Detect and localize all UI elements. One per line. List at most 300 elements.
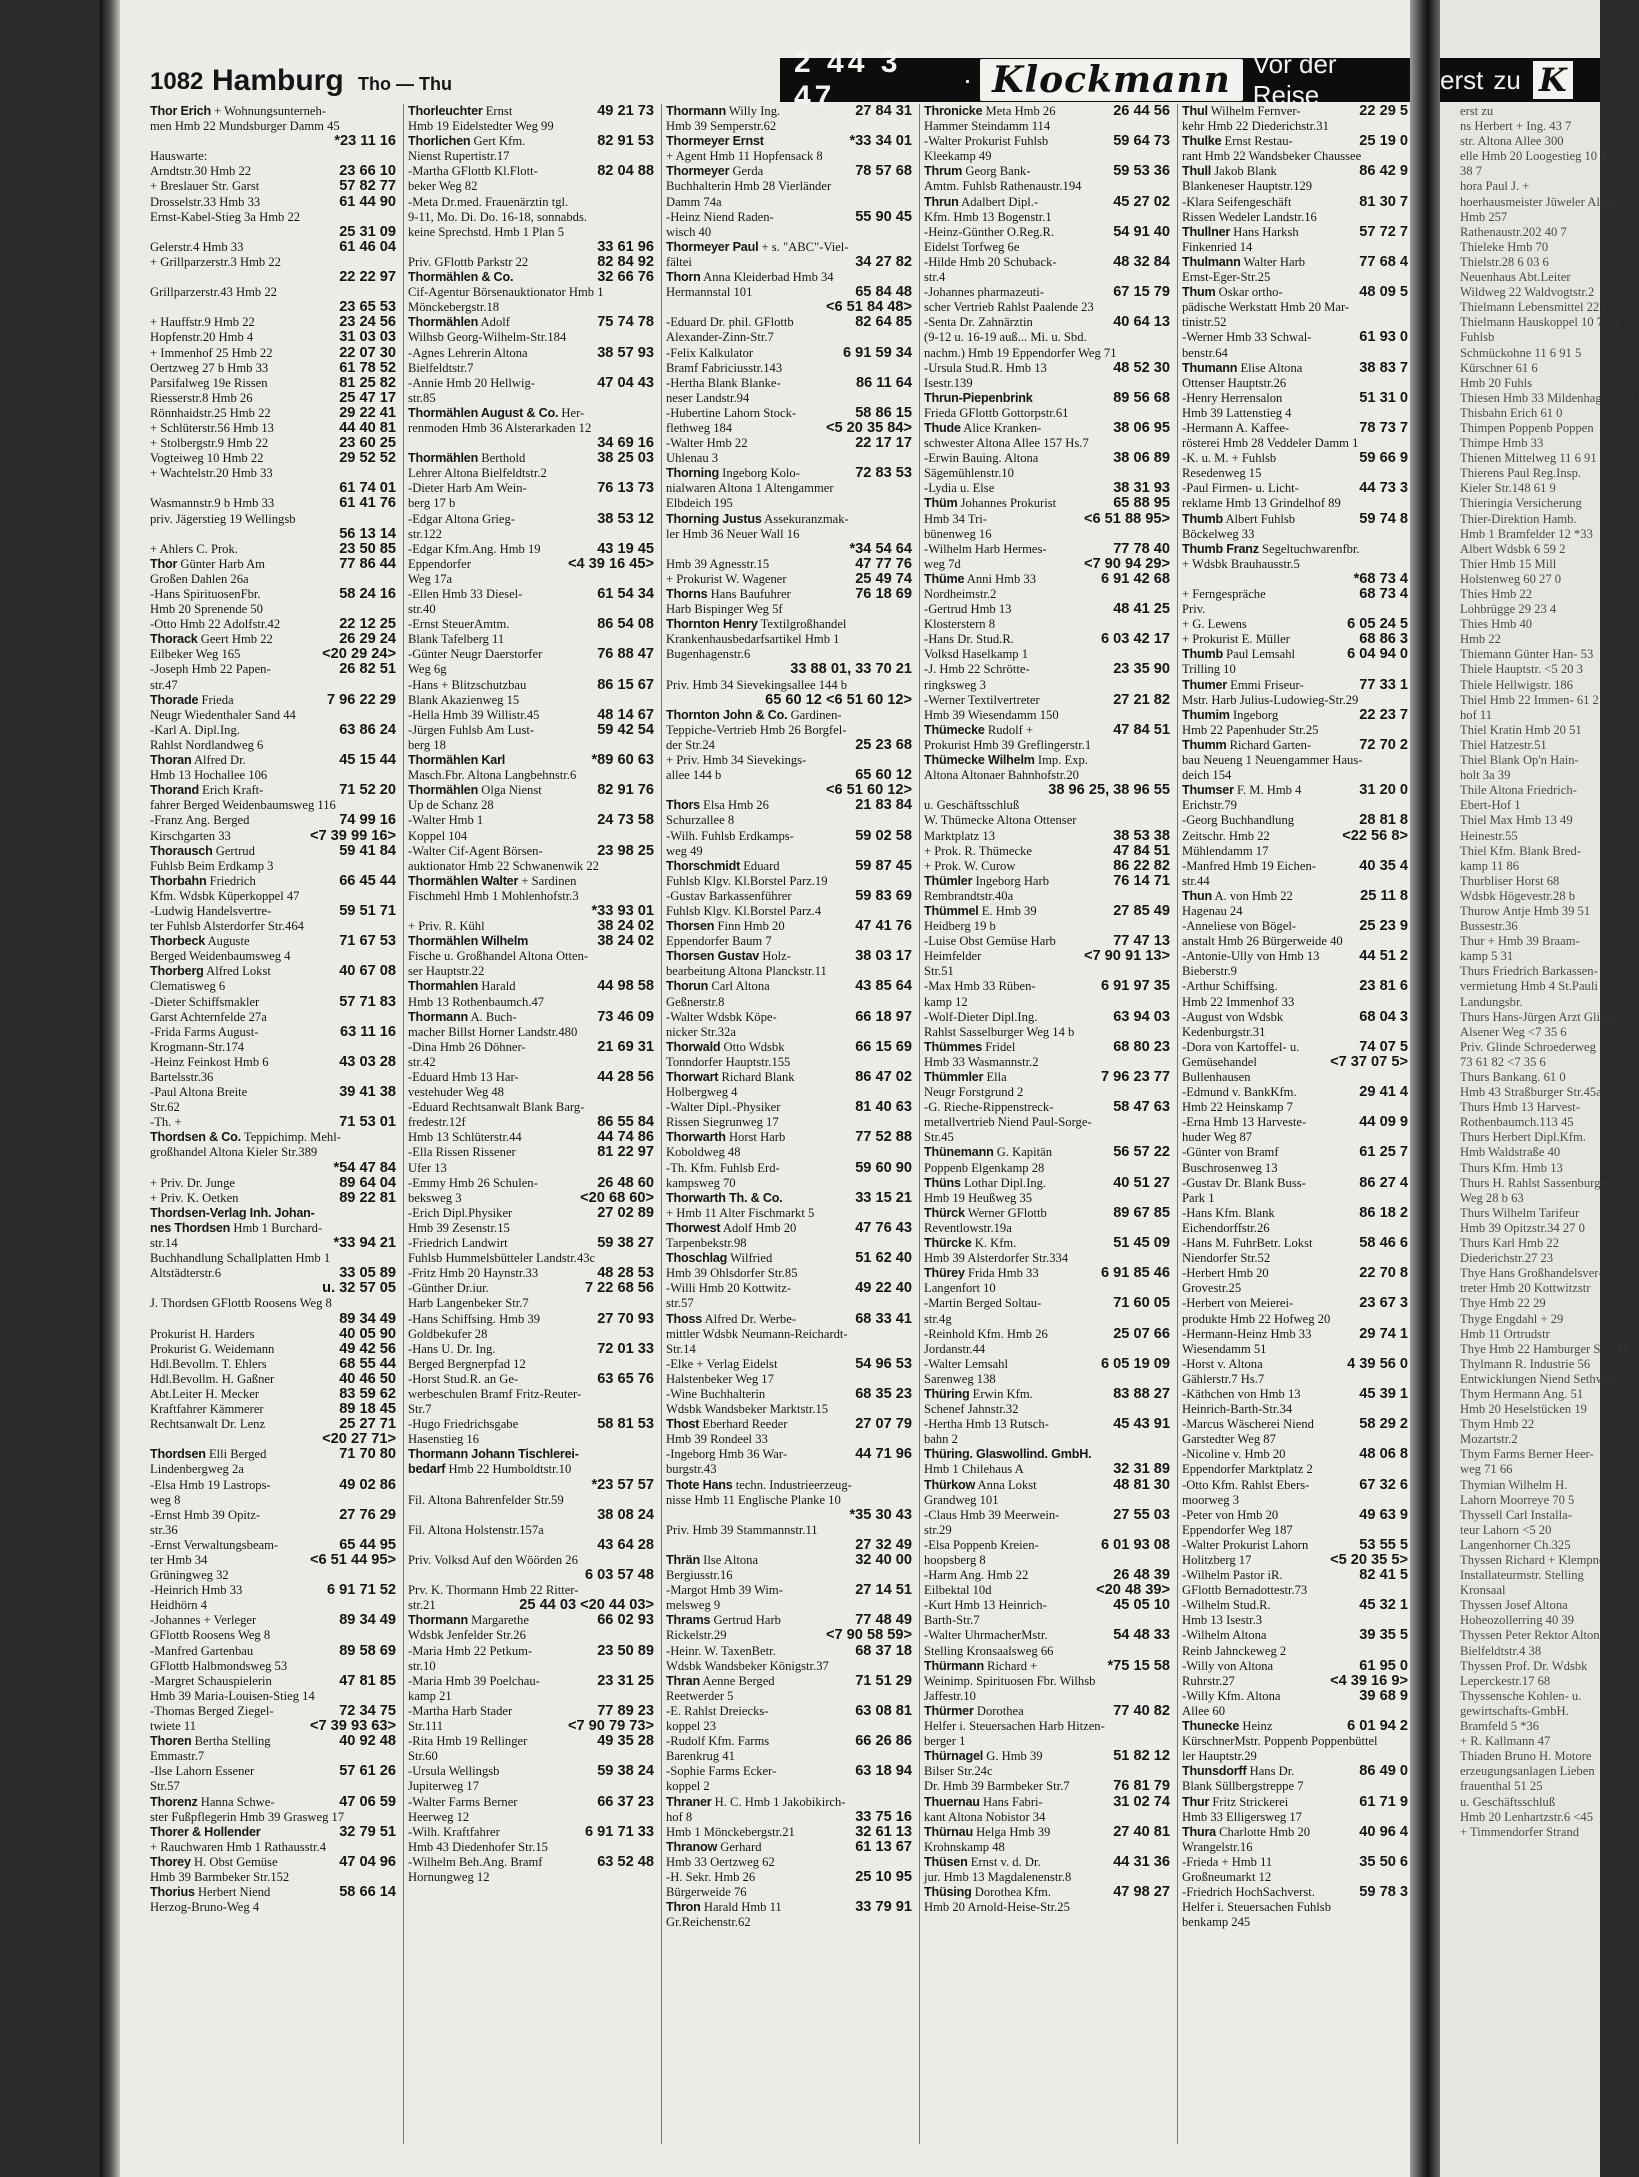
- entry-details: Eichendorffstr.26: [1182, 1220, 1270, 1235]
- directory-entry: [150, 1115, 396, 1130]
- entry-details: -August von Wdsbk: [1182, 1009, 1284, 1024]
- directory-entry: [150, 708, 396, 723]
- entry-details: str.4: [924, 270, 946, 285]
- entry-text: [924, 1236, 1110, 1251]
- directory-entry: [408, 1115, 654, 1130]
- entry-text: [408, 723, 594, 738]
- entry-details: -Ernst Verwaltungsbeam-: [150, 1537, 279, 1552]
- directory-entry: [150, 1387, 396, 1402]
- entry-text: [1182, 1779, 1408, 1794]
- entry-surname: Thoss: [666, 1311, 703, 1326]
- entry-details: -Maria Hmb 22 Petkum-: [408, 1643, 533, 1658]
- facing-page-line: gewirtschafts-GmbH.: [1460, 1703, 1569, 1718]
- entry-details: Wdsbk Wandsbeker Königstr.37: [666, 1658, 829, 1673]
- directory-entry: [924, 1613, 1170, 1628]
- entry-text: [150, 1387, 336, 1402]
- directory-entry: [924, 1221, 1170, 1236]
- entry-text: [924, 1689, 1170, 1704]
- entry-text: [666, 210, 852, 225]
- directory-column-1: [150, 104, 396, 2164]
- entry-details: Richard Blank: [721, 1070, 795, 1084]
- entry-phone-number: 72 34 75: [339, 1702, 396, 1719]
- entry-text: [666, 527, 912, 542]
- facing-page-line: Thyssensche Kohlen- u.: [1460, 1688, 1582, 1703]
- entry-text: [1182, 1462, 1408, 1477]
- entry-details: -Meta Dr.med. Frauenärztin tgl.: [408, 194, 569, 209]
- entry-details: Ingeborg: [1232, 707, 1279, 722]
- entry-text: [666, 738, 852, 753]
- entry-details: Otto Wdsbk: [723, 1039, 785, 1054]
- directory-entry: [1182, 1221, 1408, 1236]
- entry-text: [408, 346, 594, 361]
- entry-details: -Peter von Hmb 20: [1182, 1507, 1279, 1522]
- entry-surname: Thunsdorff: [1182, 1764, 1247, 1779]
- entry-phone-number: 38 53 12: [597, 510, 654, 527]
- entry-text: [150, 1523, 396, 1538]
- entry-details: Grovestr.25: [1182, 1281, 1242, 1296]
- entry-details: mittler Wdsbk Neumann-Reichardt-: [666, 1326, 848, 1341]
- entry-text: [924, 904, 1110, 919]
- facing-page-line: frauenthal 51 25: [1460, 1779, 1543, 1794]
- directory-entry: [666, 1402, 912, 1417]
- entry-details: Rembrandtstr.40a: [924, 888, 1014, 903]
- entry-details: nachm.) Hmb 19 Eppendorfer Weg 71: [924, 345, 1117, 360]
- entry-phone-number: 58 29 2: [1359, 1416, 1408, 1433]
- entry-surname: Thormählen Karl: [408, 753, 506, 768]
- column-divider: [1177, 104, 1178, 2144]
- entry-details: Reetwerder 5: [666, 1688, 734, 1703]
- facing-page-line: Thyssen Peter Rektor Altona: [1460, 1628, 1606, 1643]
- directory-entry: [924, 1342, 1170, 1357]
- entry-text: [924, 240, 1170, 255]
- entry-phone-number: 86 42 9: [1359, 163, 1408, 180]
- entry-phone-number: <6 51 60 12>: [825, 782, 912, 799]
- entry-phone-number: 86 54 08: [597, 616, 654, 633]
- entry-text: [150, 919, 396, 934]
- directory-entry: [150, 1100, 396, 1115]
- entry-details: Hmb 1 Burchard-: [233, 1220, 323, 1235]
- entry-details: -Hubertine Lahorn Stock-: [666, 405, 797, 420]
- directory-entry: [666, 1583, 912, 1598]
- entry-phone-number: 33 75 16: [855, 1808, 912, 1825]
- entry-details: Werner GFlottb: [967, 1205, 1047, 1220]
- entry-text: [924, 481, 1110, 496]
- directory-entry: [150, 1070, 396, 1085]
- entry-surname: Thoran: [150, 753, 192, 768]
- directory-entry: [150, 602, 396, 617]
- directory-entry: [408, 1613, 654, 1628]
- directory-entry: [408, 1719, 654, 1734]
- entry-text: [150, 1538, 336, 1553]
- directory-entry: [150, 1613, 396, 1628]
- entry-text: [666, 149, 912, 164]
- entry-phone-number: 59 78 3: [1359, 1884, 1408, 1901]
- entry-text: [666, 1236, 912, 1251]
- entry-details: -Edgar Altona Grieg-: [408, 511, 516, 526]
- directory-entry: [1182, 270, 1408, 285]
- directory-entry: [150, 527, 396, 542]
- entry-details: -Hans Dr. Stud.R.: [924, 632, 1014, 647]
- facing-page-line: ns Herbert + Ing. 43 7: [1460, 119, 1572, 134]
- facing-page-line: Thiel Hatzestr.51: [1460, 737, 1547, 752]
- entry-text: [924, 1432, 1170, 1447]
- entry-details: -Wilhelm Pastor iR.: [1182, 1568, 1283, 1583]
- directory-entry: [408, 451, 654, 466]
- directory-entry: [666, 376, 912, 391]
- entry-details: großhandel Altona Kieler Str.389: [150, 1145, 318, 1160]
- entry-surname: Thumm: [1182, 737, 1227, 752]
- entry-text: [150, 1795, 336, 1810]
- directory-entry: [408, 813, 654, 828]
- entry-details: Buschrosenweg 13: [1182, 1160, 1278, 1175]
- entry-text: [1182, 1357, 1344, 1372]
- entry-text: [924, 391, 1110, 406]
- entry-details: A. Buch-: [470, 1009, 517, 1024]
- entry-details: 9-11, Mo. Di. Do. 16-18, sonnabds.: [408, 209, 587, 224]
- entry-text: [924, 1010, 1110, 1025]
- directory-entry: [150, 874, 396, 889]
- directory-entry: [666, 632, 912, 647]
- directory-entry: [1182, 904, 1408, 919]
- entry-details: Gertrud Harb: [713, 1613, 781, 1628]
- entry-phone-number: <20 29 24>: [322, 646, 396, 663]
- entry-details: Bieberstr.9: [1182, 964, 1237, 979]
- directory-entry: [408, 798, 654, 813]
- directory-entry: [666, 1674, 912, 1689]
- entry-text: [924, 1508, 1110, 1523]
- directory-entry: [150, 255, 396, 270]
- entry-text: [150, 1266, 336, 1281]
- entry-phone-number: 76 18 69: [855, 586, 912, 602]
- entry-phone-number: 40 92 48: [339, 1733, 396, 1750]
- entry-text: [408, 255, 594, 270]
- entry-text: [150, 451, 336, 466]
- entry-text: [666, 1145, 912, 1160]
- facing-page-line: Thyssen Prof. Dr. Wdsbk: [1460, 1658, 1588, 1673]
- entry-surname: Thürnau: [924, 1824, 973, 1839]
- entry-text: [666, 632, 912, 647]
- entry-phone-number: 71 67 53: [339, 933, 396, 950]
- entry-text: [924, 572, 1098, 587]
- entry-details: Gerhard: [720, 1839, 762, 1854]
- directory-entry: [150, 662, 396, 677]
- entry-phone-number: 59 41 84: [339, 842, 396, 859]
- entry-text: [408, 134, 594, 149]
- entry-phone-number: <7 90 58 59>: [825, 1627, 912, 1644]
- entry-phone-number: 6 91 42 68: [1101, 570, 1170, 587]
- directory-entry: [408, 1357, 654, 1372]
- entry-phone-number: 44 40 81: [339, 419, 396, 436]
- entry-text: [1182, 1312, 1408, 1327]
- entry-text: [1182, 1145, 1356, 1160]
- entry-phone-number: 66 37 23: [597, 1793, 654, 1810]
- entry-details: Blank Tafelberg 11: [408, 632, 505, 647]
- facing-page-line: Thurs Kfm. Hmb 13: [1460, 1160, 1563, 1175]
- directory-entry: [408, 829, 654, 844]
- directory-entry: [924, 662, 1170, 677]
- entry-phone-number: 89 18 45: [339, 1401, 396, 1418]
- entry-text: [1182, 1432, 1408, 1447]
- facing-page-line: Wildweg 22 Waldvogtstr.2: [1460, 285, 1595, 300]
- directory-entry: [1182, 1462, 1408, 1477]
- entry-phone-number: 77 40 82: [1113, 1702, 1170, 1719]
- directory-entry: [408, 1553, 654, 1568]
- directory-entry: [408, 1644, 654, 1659]
- entry-text: [1182, 164, 1356, 179]
- entry-details: Geert Hmb 22: [200, 632, 273, 647]
- entry-details: Berged Bergnerpfad 12: [408, 1356, 526, 1371]
- directory-entry: [924, 1130, 1170, 1145]
- directory-entry: [924, 798, 1170, 813]
- directory-entry: [666, 134, 912, 149]
- entry-details: ster Fußpflegerin Hmb 39 Grasweg 17: [150, 1809, 345, 1824]
- entry-text: [150, 1055, 336, 1070]
- entry-details: produkte Hmb 22 Hofweg 20: [1182, 1311, 1331, 1326]
- facing-page-line: Thurs Friedrich Barkassen-: [1460, 964, 1598, 979]
- entry-phone-number: 58 81 53: [597, 1416, 654, 1433]
- entry-details: Priv. GFlottb Parkstr 22: [408, 254, 529, 269]
- entry-text: [150, 195, 336, 210]
- entry-details: pädische Werkstatt Hmb 20 Mar-: [1182, 300, 1350, 315]
- entry-details: Bielfeldtstr.7: [408, 360, 474, 375]
- entry-text: [924, 1704, 1110, 1719]
- entry-phone-number: 82 64 85: [855, 314, 912, 331]
- entry-text: [666, 1115, 912, 1130]
- entry-text: [666, 1659, 912, 1674]
- entry-text: [924, 164, 1110, 179]
- entry-text: [1182, 768, 1408, 783]
- entry-details: -Rita Hmb 19 Rellinger: [408, 1734, 528, 1749]
- directory-entry: [150, 798, 396, 813]
- entry-text: [408, 1115, 594, 1130]
- directory-entry: [150, 346, 396, 361]
- entry-details: Mönckebergstr.18: [408, 300, 500, 315]
- entry-text: [1182, 813, 1356, 828]
- entry-details: Elli Berged: [208, 1447, 267, 1462]
- entry-text: [150, 1764, 336, 1779]
- entry-details: Ingeborg Kolo-: [722, 466, 800, 481]
- entry-phone-number: 29 22 41: [339, 404, 396, 421]
- entry-text: [1182, 1764, 1356, 1779]
- entry-details: Uhlenau 3: [666, 451, 719, 466]
- directory-entry: [408, 1040, 654, 1055]
- entry-details: Priv.: [1182, 602, 1206, 617]
- entry-text: [150, 1478, 336, 1493]
- entry-details: Schenef Jahnstr.32: [924, 1402, 1019, 1417]
- entry-details: Hmb 34 Tri-: [924, 511, 987, 526]
- entry-details: + Prok. W. Curow: [924, 858, 1016, 873]
- directory-entry: [1182, 919, 1408, 934]
- directory-entry: [924, 949, 1170, 964]
- directory-entry: [150, 315, 396, 330]
- directory-entry: [150, 1296, 396, 1311]
- directory-entry: [924, 240, 1170, 255]
- entry-surname: Thude: [924, 420, 961, 435]
- entry-text: [666, 1402, 912, 1417]
- entry-details: Sarenweg 138: [924, 1371, 996, 1386]
- entry-text: [666, 104, 852, 119]
- entry-text: [1182, 1176, 1356, 1191]
- entry-details: Gertrud: [215, 843, 255, 858]
- directory-entry: [924, 632, 1170, 647]
- entry-phone-number: 26 48 60: [597, 1174, 654, 1191]
- entry-details: nicker Str.32a: [666, 1024, 736, 1039]
- entry-text: [924, 602, 1110, 617]
- directory-entry: [150, 496, 396, 511]
- entry-details: + Priv. R. Kühl: [408, 919, 485, 934]
- entry-details: Herzog-Bruno-Weg 4: [150, 1900, 260, 1915]
- directory-entry: [150, 889, 396, 904]
- directory-entry: [1182, 527, 1408, 542]
- entry-text: [150, 436, 336, 451]
- directory-entry: [666, 1613, 912, 1628]
- entry-details: -Emmy Hmb 26 Schulen-: [408, 1175, 538, 1190]
- entry-text: [924, 1779, 1110, 1794]
- entry-text: [408, 708, 594, 723]
- entry-details: -Erich Dipl.Physiker: [408, 1205, 513, 1220]
- entry-surname: Thorsen: [666, 919, 715, 934]
- facing-page-line: Thymian Wilhelm H.: [1460, 1477, 1568, 1492]
- entry-phone-number: 32 31 89: [1113, 1461, 1170, 1478]
- entry-text: [1182, 1206, 1356, 1221]
- entry-details: Rissen Siegrunweg 17: [666, 1115, 779, 1130]
- entry-details: -Günther Dr.iur.: [408, 1281, 489, 1296]
- directory-entry: [924, 1659, 1170, 1674]
- entry-text: [150, 859, 396, 874]
- entry-details: tinistr.52: [1182, 315, 1227, 330]
- entry-details: Rickelstr.29: [666, 1628, 727, 1643]
- entry-details: -Margot Hmb 39 Wim-: [666, 1583, 783, 1598]
- entry-details: Heinz: [1242, 1719, 1273, 1734]
- directory-entry: [150, 693, 396, 708]
- entry-text: [1182, 904, 1408, 919]
- entry-phone-number: 22 29 5: [1359, 103, 1408, 119]
- entry-text: [1182, 964, 1408, 979]
- entry-details: Masch.Fbr. Altona Langbehnstr.6: [408, 768, 577, 783]
- entry-surname: Thorand: [150, 783, 199, 798]
- directory-entry: [150, 723, 396, 738]
- directory-entry: [1182, 179, 1408, 194]
- entry-text: [408, 783, 594, 798]
- entry-text: [150, 164, 336, 179]
- entry-text: [924, 1312, 1170, 1327]
- entry-phone-number: 29 74 1: [1359, 1325, 1408, 1342]
- entry-details: Hmb 22 Immenhof 33: [1182, 994, 1295, 1009]
- entry-details: Eppendorfer: [408, 556, 471, 571]
- entry-text: [666, 1870, 852, 1885]
- directory-entry: [666, 1508, 912, 1523]
- entry-details: Hmb 13 Rothenbaumch.47: [408, 994, 545, 1009]
- entry-phone-number: 38 06 95: [1113, 419, 1170, 436]
- directory-entry: [150, 512, 396, 527]
- entry-text: [666, 1387, 852, 1402]
- entry-text: [408, 1342, 594, 1357]
- entry-phone-number: 65 60 12 <6 51 60 12>: [765, 691, 912, 708]
- entry-text: [1182, 783, 1356, 798]
- facing-page-line: Thurs Karl Hmb 22: [1460, 1236, 1559, 1251]
- entry-details: Cif-Agentur Börsenauktionator Hmb 1: [408, 285, 604, 300]
- entry-text: [666, 723, 912, 738]
- facing-page-line: + R. Kallmann 47: [1460, 1734, 1551, 1749]
- entry-details: Aenne Berged: [702, 1673, 775, 1688]
- entry-surname: Thormann: [408, 1613, 468, 1628]
- entry-text: [1182, 1689, 1356, 1704]
- entry-phone-number: 74 99 16: [339, 812, 396, 829]
- entry-phone-number: 67 32 6: [1359, 1476, 1408, 1493]
- entry-phone-number: 59 38 27: [597, 1235, 654, 1252]
- entry-phone-number: 40 51 27: [1113, 1174, 1170, 1191]
- directory-entry: [666, 179, 912, 194]
- facing-page-line: Thieringia Versicherung: [1460, 496, 1582, 511]
- entry-text: [666, 285, 852, 300]
- entry-details: fältei: [666, 254, 692, 269]
- entry-text: [408, 104, 594, 119]
- entry-details: Hmb 22 Papenhuder Str.25: [1182, 722, 1319, 737]
- facing-banner-right: zu: [1493, 64, 1521, 95]
- directory-entry: [666, 1191, 912, 1206]
- column-divider: [661, 104, 662, 2144]
- entry-phone-number: 54 91 40: [1113, 223, 1170, 240]
- entry-text: [666, 1176, 912, 1191]
- directory-entry: [1182, 240, 1408, 255]
- entry-text: [150, 995, 336, 1010]
- directory-entry: [1182, 451, 1408, 466]
- facing-page-line: hoerhausmeister Jüweler Alton: [1460, 194, 1616, 209]
- directory-entry: [924, 1025, 1170, 1040]
- entry-phone-number: <7 90 91 13>: [1083, 948, 1170, 965]
- entry-details: Heinrich-Barth-Str.34: [1182, 1402, 1293, 1417]
- directory-entry: [924, 496, 1170, 511]
- entry-text: [408, 1447, 654, 1462]
- entry-surname: Thorbeck: [150, 934, 206, 949]
- entry-details: -Walter Prokurist Fuhlsb: [924, 134, 1049, 149]
- facing-page-line: elle Hmb 20 Loogestieg 10 4: [1460, 149, 1607, 164]
- ad-phone-number: 2 44 3 47: [794, 46, 902, 113]
- entry-details: + Schlüterstr.56 Hmb 13: [150, 420, 274, 435]
- directory-entry: [924, 315, 1170, 330]
- entry-details: -Walter Hmb 1: [408, 813, 484, 828]
- facing-page-line: Weg 28 b 63: [1460, 1190, 1524, 1205]
- entry-phone-number: 25 31 09: [339, 223, 396, 240]
- directory-entry: [666, 1296, 912, 1311]
- directory-entry: [150, 376, 396, 391]
- entry-phone-number: 6 91 71 33: [585, 1823, 654, 1840]
- entry-details: Meta Hmb 26: [985, 104, 1056, 118]
- entry-surname: Thorleuchter: [408, 104, 483, 118]
- directory-entry: [150, 1145, 396, 1160]
- entry-text: [924, 1251, 1170, 1266]
- directory-entry: [666, 119, 912, 134]
- directory-entry: [150, 1327, 396, 1342]
- entry-details: schwester Altona Allee 157 Hs.7: [924, 436, 1089, 451]
- directory-entry: [666, 1493, 912, 1508]
- entry-surname: Thrum: [924, 164, 963, 179]
- directory-entry: [924, 919, 1170, 934]
- entry-text: [150, 255, 396, 270]
- directory-entry: [666, 1659, 912, 1674]
- entry-details: Koppel 104: [408, 828, 468, 843]
- entry-details: Hdl.Bevollm. H. Gaßner: [150, 1371, 275, 1386]
- entry-details: -Wilhelm Beh.Ang. Bramf: [408, 1854, 543, 1869]
- directory-entry: [924, 1402, 1170, 1417]
- entry-details: benkamp 245: [1182, 1915, 1251, 1930]
- entry-surname: Thorer & Hollender: [150, 1824, 261, 1839]
- directory-entry: [408, 1508, 654, 1523]
- entry-text: [924, 829, 1110, 844]
- entry-text: [666, 1357, 852, 1372]
- entry-text: [150, 1613, 336, 1628]
- directory-entry: [150, 964, 396, 979]
